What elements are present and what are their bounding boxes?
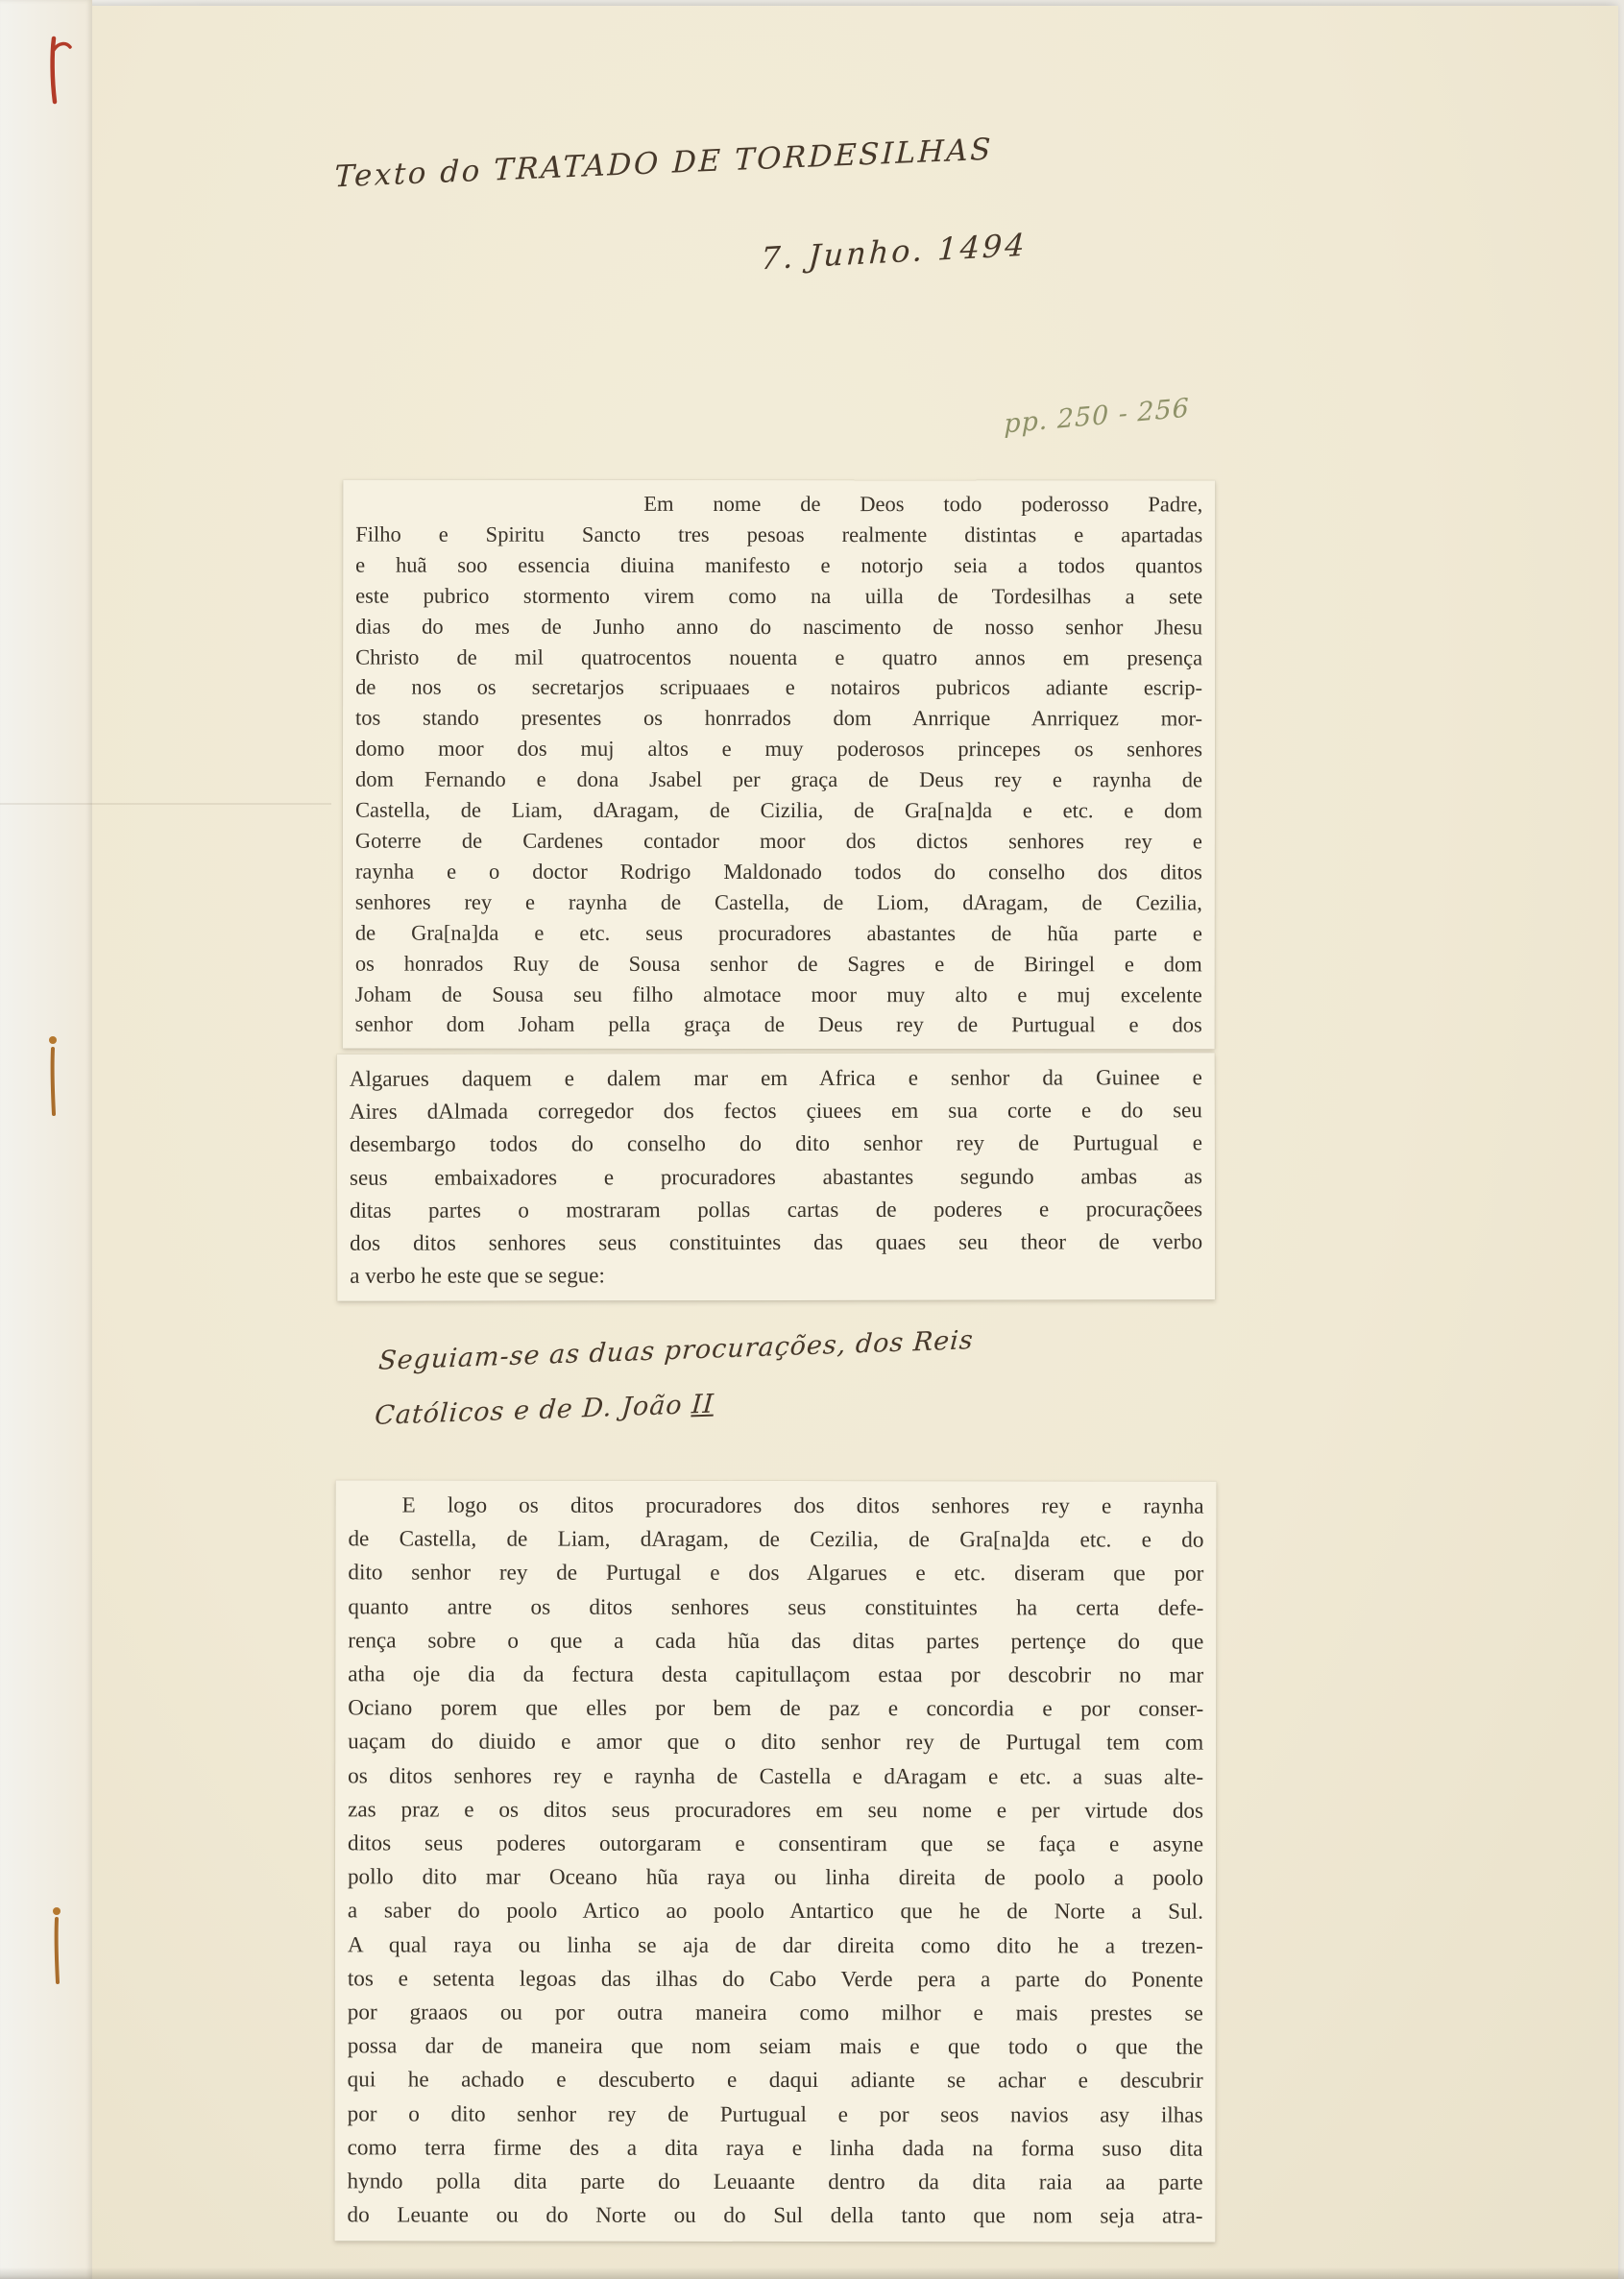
mid-note-line2: Católicos e de D. João II [374, 1389, 715, 1431]
text-line: e huã soo essencia diuina manifesto e notorjo seia a todos quantos [355, 552, 1203, 578]
text-line: Em nome de Deos todo poderosso Padre, [643, 491, 1203, 517]
text-line: Filho e Spiritu Sancto tres pesoas realmente distintas e apartadas [355, 521, 1203, 547]
text-line: quanto antre os ditos senhores seus constituintes ha certa defe- [348, 1593, 1204, 1621]
text-line: Ociano porem que elles por bem de paz e concordia e por conser- [348, 1695, 1204, 1722]
text-line: tos stando presentes os honrrados dom Anrrique Anrriquez mor- [355, 705, 1203, 731]
text-line: desembargo todos do conselho do dito senhor rey de Purtugual e [349, 1130, 1202, 1157]
text-line: como terra firme des a dita raya e linha dada na forma suso dita [347, 2135, 1203, 2162]
treaty-text-clipping-1-lower [337, 1053, 1215, 1301]
paper-left-edge [0, 0, 92, 2279]
text-line: este pubrico stormento virem como na uilla de Tordesilhas a sete [355, 583, 1203, 609]
text-line: dom Fernando e dona Jsabel per graça de Deus rey e raynha de [354, 766, 1202, 792]
text-line: uaçam do diuido e amor que o dito senhor rey de Purtugal tem com [348, 1729, 1204, 1757]
text-line: por o dito senhor rey de Purtugual e por seos navios asy ilhas [347, 2101, 1203, 2128]
text-line: Christo de mil quatrocentos nouenta e quatro annos em presença [355, 644, 1203, 669]
text-line: domo moor dos muj altos e muy poderosos princepes os senhores [355, 736, 1203, 762]
text-line: os ditos senhores rey e raynha de Castella e dAragam e etc. a suas alte- [348, 1763, 1204, 1790]
text-line: seus embaixadores e procuradores abastantes segundo ambas as [349, 1163, 1203, 1190]
handwritten-date: 7. Junho. 1494 [760, 226, 1029, 278]
text-line: E logo os ditos procuradores dos ditos senhores rey e raynha [401, 1492, 1204, 1519]
handwritten-page-range-note: pp. 250 - 256 [1004, 393, 1190, 440]
text-line: senhor dom Joham pella graça de Deus rey de Purtugual e dos [354, 1012, 1202, 1037]
text-line: Castella, de Liam, dAragam, de Cizilia, de Gra[na]da e etc. e dom [354, 797, 1202, 823]
text-line: dito senhor rey de Purtugal e dos Algarues e etc. diseram que por [348, 1560, 1204, 1588]
text-line: tos e setenta legoas das ilhas do Cabo Verde pera a parte do Ponente [347, 1966, 1203, 1993]
text-line: os honrados Ruy de Sousa senhor de Sagres e de Biringel e dom [354, 951, 1202, 976]
text-line: rença sobre o que a cada hũa das ditas partes pertençe do que [348, 1628, 1204, 1655]
red-pen-mark [44, 35, 77, 108]
text-line: qui he achado e descuberto e daqui adiante se achar e descubrir [347, 2067, 1203, 2095]
text-line: ditos seus poderes outorgaram e consentiram que se faça e asyne [348, 1830, 1204, 1857]
text-line: de Castella, de Liam, dAragam, de Cezilia, de Gra[na]da etc. e do [348, 1526, 1204, 1553]
text-line: ditas partes o mostraram pollas cartas de poderes e procuraçõees [350, 1197, 1203, 1223]
staple-mark [48, 1905, 67, 1986]
text-line: dos ditos senhores seus constituintes das quaes seu theor de verbo [350, 1229, 1203, 1255]
text-line: atha oje dia da fectura desta capitullaçom estaa por descobrir no mar [348, 1661, 1204, 1688]
text-line: A qual raya ou linha se aja de dar direita como dito he a trezen- [347, 1932, 1203, 1959]
text-line: Joham de Sousa seu filho almotace moor muy alto e muj excelente [354, 982, 1202, 1006]
text-line: zas praz e os ditos seus procuradores em seu nome e per virtude dos [348, 1797, 1204, 1824]
text-line: de Gra[na]da e etc. seus procuradores abastantes de hũa parte e [354, 920, 1202, 946]
text-line: hyndo polla dita parte do Leuaante dentro da dita raia aa parte [347, 2169, 1203, 2195]
text-line: raynha e o doctor Rodrigo Maldonado todos do conselho dos ditos [354, 859, 1202, 885]
paper-crease [0, 803, 331, 805]
text-line: Aires dAlmada corregedor dos fectos çiuees em sua corte e do seu [349, 1098, 1202, 1124]
text-line: por graaos ou por outra maneira como milhor e mais prestes se [347, 2000, 1203, 2026]
handwritten-title: Texto do TRATADO DE TORDESILHAS [333, 132, 994, 195]
treaty-text-clipping-2 [334, 1480, 1216, 2243]
mid-note-line1: Seguiam-se as duas procurações, dos Reis [377, 1325, 975, 1376]
text-line: a saber do poolo Artico ao poolo Antartico que he de Norte a Sul. [347, 1898, 1203, 1926]
staple-mark [44, 1033, 63, 1118]
text-line: a verbo he este que se segue: [350, 1263, 605, 1288]
scan-bottom-shadow [0, 2267, 1624, 2279]
treaty-text-clipping-1-upper [343, 480, 1216, 1050]
text-line: senhores rey e raynha de Castella, de Liom, dAragam, de Cezilia, [354, 889, 1202, 915]
text-line: possa dar de maneira que nom seiam mais e que todo o que the [347, 2033, 1203, 2060]
text-line: Algarues daquem e dalem mar em Africa e senhor da Guinee e [349, 1065, 1202, 1091]
text-line: dias do mes de Junho anno do nascimento de nosso senhor Jhesu [355, 614, 1203, 640]
handwritten-mid-note [373, 1313, 976, 1443]
text-line: Goterre de Cardenes contador moor dos dictos senhores rey e [354, 828, 1202, 854]
text-line: de nos os secretarjos scripuaaes e notairos pubricos adiante escrip- [355, 675, 1203, 700]
text-line: do Leuante ou do Norte ou do Sul della tanto que nom seja atra- [347, 2202, 1203, 2229]
text-line: pollo dito mar Oceano hũa raya ou linha direita de poolo a poolo [347, 1864, 1203, 1891]
